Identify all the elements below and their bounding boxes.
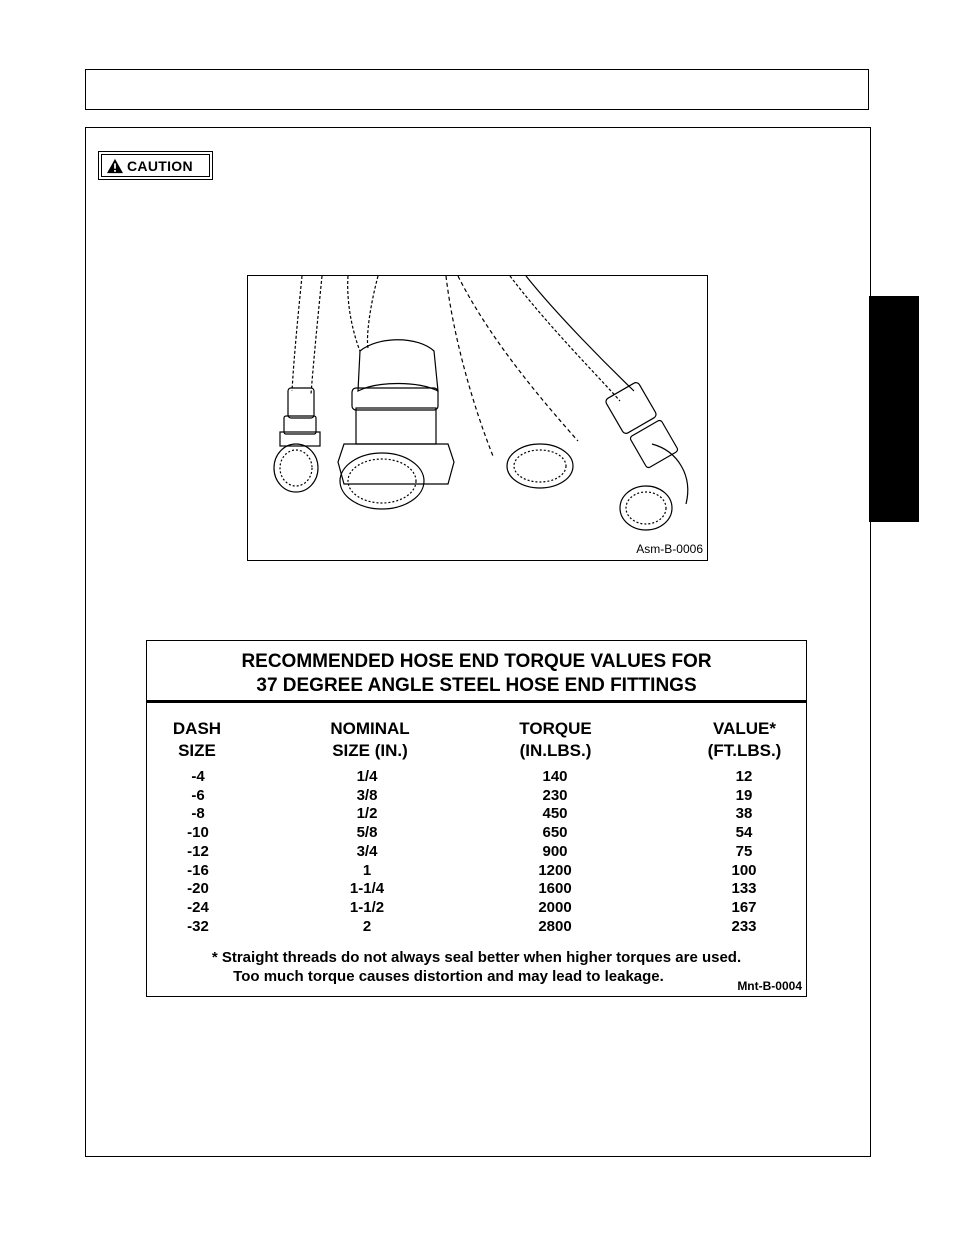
table-cell: -10 [187, 824, 209, 842]
table-cell: 5/8 [356, 824, 378, 842]
table-cell: 19 [735, 786, 753, 804]
table-row [147, 787, 806, 806]
table-cell: -20 [187, 880, 209, 898]
warning-triangle-icon [106, 158, 124, 174]
table-cell: 75 [735, 842, 753, 860]
table-row [147, 805, 806, 824]
table-cell: 1-1/4 [349, 880, 385, 898]
table-cell: -32 [187, 917, 209, 935]
table-row [147, 768, 806, 787]
table-cell: 1-1/2 [349, 898, 385, 916]
caution-label: CAUTION [127, 157, 193, 174]
table-cell: -12 [187, 842, 209, 860]
table-row [147, 824, 806, 843]
table-row [147, 918, 806, 937]
table-cell: 54 [735, 824, 753, 842]
table-cell: 1200 [538, 861, 572, 879]
table-row [147, 843, 806, 862]
table-row [147, 862, 806, 881]
table-cell: 2000 [538, 898, 572, 916]
section-tab [869, 296, 919, 522]
table-note-line1: * Straight threads do not always seal better when higher torques are used. [211, 949, 742, 966]
hose-figure [247, 275, 708, 561]
table-row [147, 899, 806, 918]
table-cell: -8 [191, 805, 205, 823]
table-cell: -24 [187, 898, 209, 916]
table-cell: 12 [735, 768, 753, 785]
table-cell: 2800 [538, 917, 572, 935]
table-note-line2: Too much torque causes distortion and may lead to leakage. [233, 968, 664, 985]
table-cell: 167 [731, 898, 757, 916]
column-header-nominal-size: NOMINAL SIZE (IN.) [330, 719, 410, 760]
table-cell: 233 [731, 917, 757, 935]
table-cell: 1600 [538, 880, 572, 898]
table-cell: 650 [542, 824, 568, 842]
table-cell: 1/2 [356, 805, 378, 823]
table-title-line2: 37 DEGREE ANGLE STEEL HOSE END FITTINGS [256, 675, 697, 696]
column-header-value: VALUE* (FT.LBS.) [707, 719, 782, 760]
caution-badge [98, 151, 213, 180]
column-header-torque: TORQUE (IN.LBS.) [519, 719, 592, 760]
table-cell: 100 [731, 861, 757, 879]
table-cell: 38 [735, 805, 753, 823]
table-cell: 3/4 [356, 842, 378, 860]
torque-table [146, 640, 807, 997]
table-cell: 133 [731, 880, 757, 898]
table-title [147, 641, 806, 703]
figure-reference: Asm-B-0006 [636, 542, 703, 556]
table-cell: 230 [542, 786, 568, 804]
table-cell: 1 [362, 861, 372, 879]
table-cell: 140 [542, 768, 568, 785]
table-cell: 2 [362, 917, 372, 935]
header-box [85, 69, 869, 110]
table-cell: -4 [191, 768, 205, 785]
table-cell: 450 [542, 805, 568, 823]
table-title-line1: RECOMMENDED HOSE END TORQUE VALUES FOR [241, 651, 712, 672]
hose-fittings-illustration [248, 276, 709, 562]
table-row [147, 880, 806, 899]
table-cell: 1/4 [356, 768, 378, 785]
table-cell: -16 [187, 861, 209, 879]
column-header-dash-size: DASH SIZE [172, 719, 222, 760]
table-cell: 900 [542, 842, 568, 860]
table-cell: 3/8 [356, 786, 378, 804]
table-cell: -6 [191, 786, 205, 804]
table-reference: Mnt-B-0004 [737, 979, 802, 993]
